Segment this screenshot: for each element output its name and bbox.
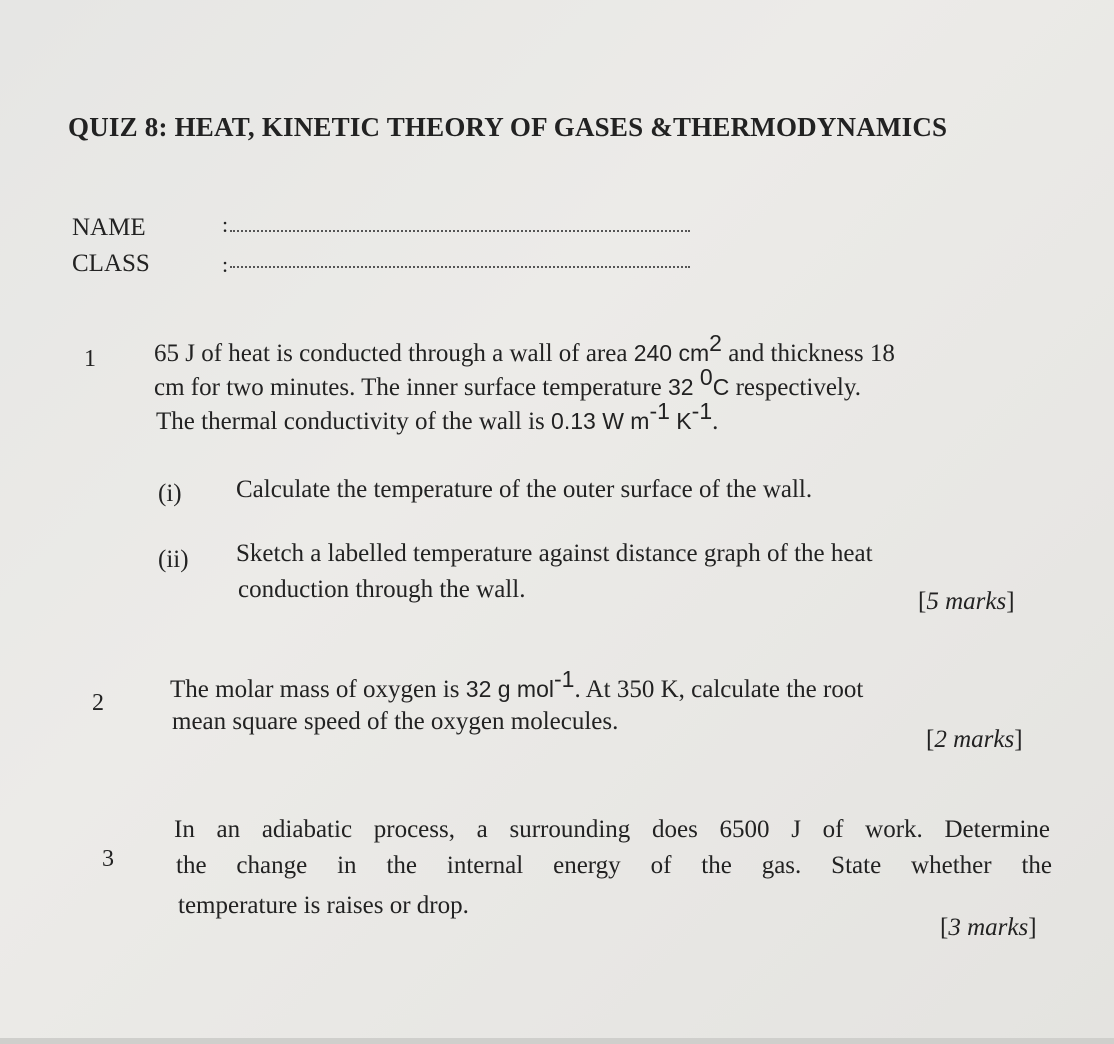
question-1-part-ii-line-2: conduction through the wall. xyxy=(238,576,526,603)
page-bottom-edge xyxy=(0,1038,1114,1044)
question-3-line-2: the change in the internal energy of the gas. State whether the xyxy=(176,852,1052,879)
question-3-number: 3 xyxy=(102,846,114,872)
class-label: CLASS xyxy=(72,250,150,277)
question-1-part-ii-label: (ii) xyxy=(158,546,189,573)
name-field[interactable] xyxy=(230,228,690,232)
question-1-number: 1 xyxy=(84,346,96,372)
question-2-line-1: The molar mass of oxygen is 32 g mol$^{-1}$. At 350 K, calculate the root xyxy=(170,666,864,703)
question-1-line-3: The thermal conductivity of the wall is 0.13 W $m^{-1}$ $K^{-1}$. xyxy=(156,398,719,435)
question-1-line-2: cm for two minutes. The inner surface temperature 32 $^0$C respectively. xyxy=(154,364,861,401)
name-colon: : xyxy=(222,212,229,237)
question-3-line-1: In an adiabatic process, a surrounding does 6500 J of work. Determine xyxy=(174,816,1050,843)
question-2-marks: [2 marks] xyxy=(926,726,1023,753)
question-2-number: 2 xyxy=(92,690,104,716)
question-1-part-i-text: Calculate the temperature of the outer surface of the wall. xyxy=(236,476,813,503)
class-field[interactable] xyxy=(230,264,690,268)
name-label: NAME xyxy=(72,214,146,241)
question-3-marks: [3 marks] xyxy=(940,914,1037,941)
question-1-line-1: 65 J of heat is conducted through a wall of area 240 $cm^2$ and thickness 18 xyxy=(154,330,895,367)
question-3-line-3: temperature is raises or drop. xyxy=(178,892,469,919)
question-1-part-i-label: (i) xyxy=(158,480,182,507)
question-1-marks: [5 marks] xyxy=(918,588,1015,615)
question-1-part-ii-line-1: Sketch a labelled temperature against distance graph of the heat xyxy=(236,540,873,567)
class-colon: : xyxy=(222,252,229,277)
quiz-title: QUIZ 8: HEAT, KINETIC THEORY OF GASES &THERMODYNAMICS xyxy=(68,112,948,142)
question-2-line-2: mean square speed of the oxygen molecules. xyxy=(172,708,619,735)
